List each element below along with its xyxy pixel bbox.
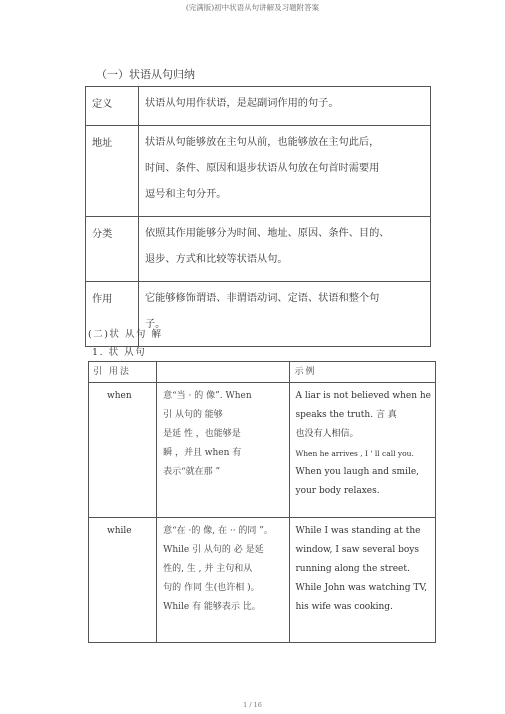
row-key: 地址 [86,126,139,217]
example-line: speaks the truth. 言 真 [295,410,397,420]
row-value [139,126,431,217]
row-line: 子。 [145,319,166,330]
example-line: When he arrives , I ' ll call you. [295,449,414,458]
row-line: 退步、方式和比较等状语从句。 [145,254,288,265]
usage-line: 意“当 · 的 像”. When [163,391,252,401]
example-line: window, I saw several boys [295,545,420,555]
header-example: 示例 [290,362,436,383]
usage-line: 句的 作同 生(也许相 )。 [163,583,260,593]
table-row [86,126,431,217]
usage-line: 意“在 ·的 像, 在 ·· 的同 ”。 [163,526,273,536]
row-line: 逗号和主句分开。 [145,189,227,200]
row-value [139,282,431,347]
row-line: 它能够修饰谓语、非谓语动词、定语、状语和整个句 [145,293,380,304]
row-line: 时间、条件、原因和退步状语从句放在句首时需要用 [145,163,380,174]
page-number: 1 / 16 [243,701,262,709]
example-line: your body relaxes. [295,486,380,496]
row-value [139,217,431,282]
table-row [86,87,431,126]
example-line: While I was standing at the [295,526,421,536]
table-row [89,518,436,643]
example-line: his wife was cooking. [295,602,393,612]
usage-line: 表示“就在那 ” [163,467,221,477]
table-row [86,217,431,282]
usage-line: While 有 能够表示 比。 [163,602,261,612]
row-line: 依照其作用能够分为时间、地址、原因、条件、目的、 [145,228,390,239]
keyword-cell: when [89,383,157,518]
row-key: 作用 [86,282,139,347]
usage-line: 瞬 ，并且 when 有 [163,448,242,458]
section-title: （一）状语从句归纳 [96,68,195,81]
usage-cell [157,383,290,518]
clause-table [88,361,436,643]
table-row [89,383,436,518]
summary-table [85,86,431,347]
example-line: 也没有人相信。 [295,429,359,439]
page-header: (完满版)初中状语从句讲解及习题附答案 [185,3,320,12]
usage-cell [157,518,290,643]
table-header-row [89,362,436,383]
example-line: When you laugh and smile, [295,467,420,477]
usage-line: 性的, 生 , 并 主句和从 [163,564,253,574]
example-line: A liar is not believed when he [295,391,431,401]
section2-title: (二)状 从句 解 [88,329,163,340]
example-line: While John was watching TV, [295,583,428,593]
example-line: running along the street. [295,564,410,574]
row-key: 分类 [86,217,139,282]
header-usage: 引 用法 [89,362,157,383]
example-cell [290,518,436,643]
header-blank [157,362,290,383]
usage-line: 引 从句的 能够 [163,410,223,420]
keyword-cell: while [89,518,157,643]
row-value [139,87,431,126]
usage-line: While 引 从句的 必 是延 [163,545,264,555]
row-key: 定义 [86,87,139,126]
row-line: 状语从句能够放在主句从前，也能够放在主句此后， [145,137,380,148]
section2-subtitle: 1. 状 从句 [92,347,147,358]
example-cell [290,383,436,518]
row-line: 状语从句用作状语，是起副词作用的句子。 [145,98,339,109]
usage-line: 是延 性 ，也能够是 [163,429,241,439]
